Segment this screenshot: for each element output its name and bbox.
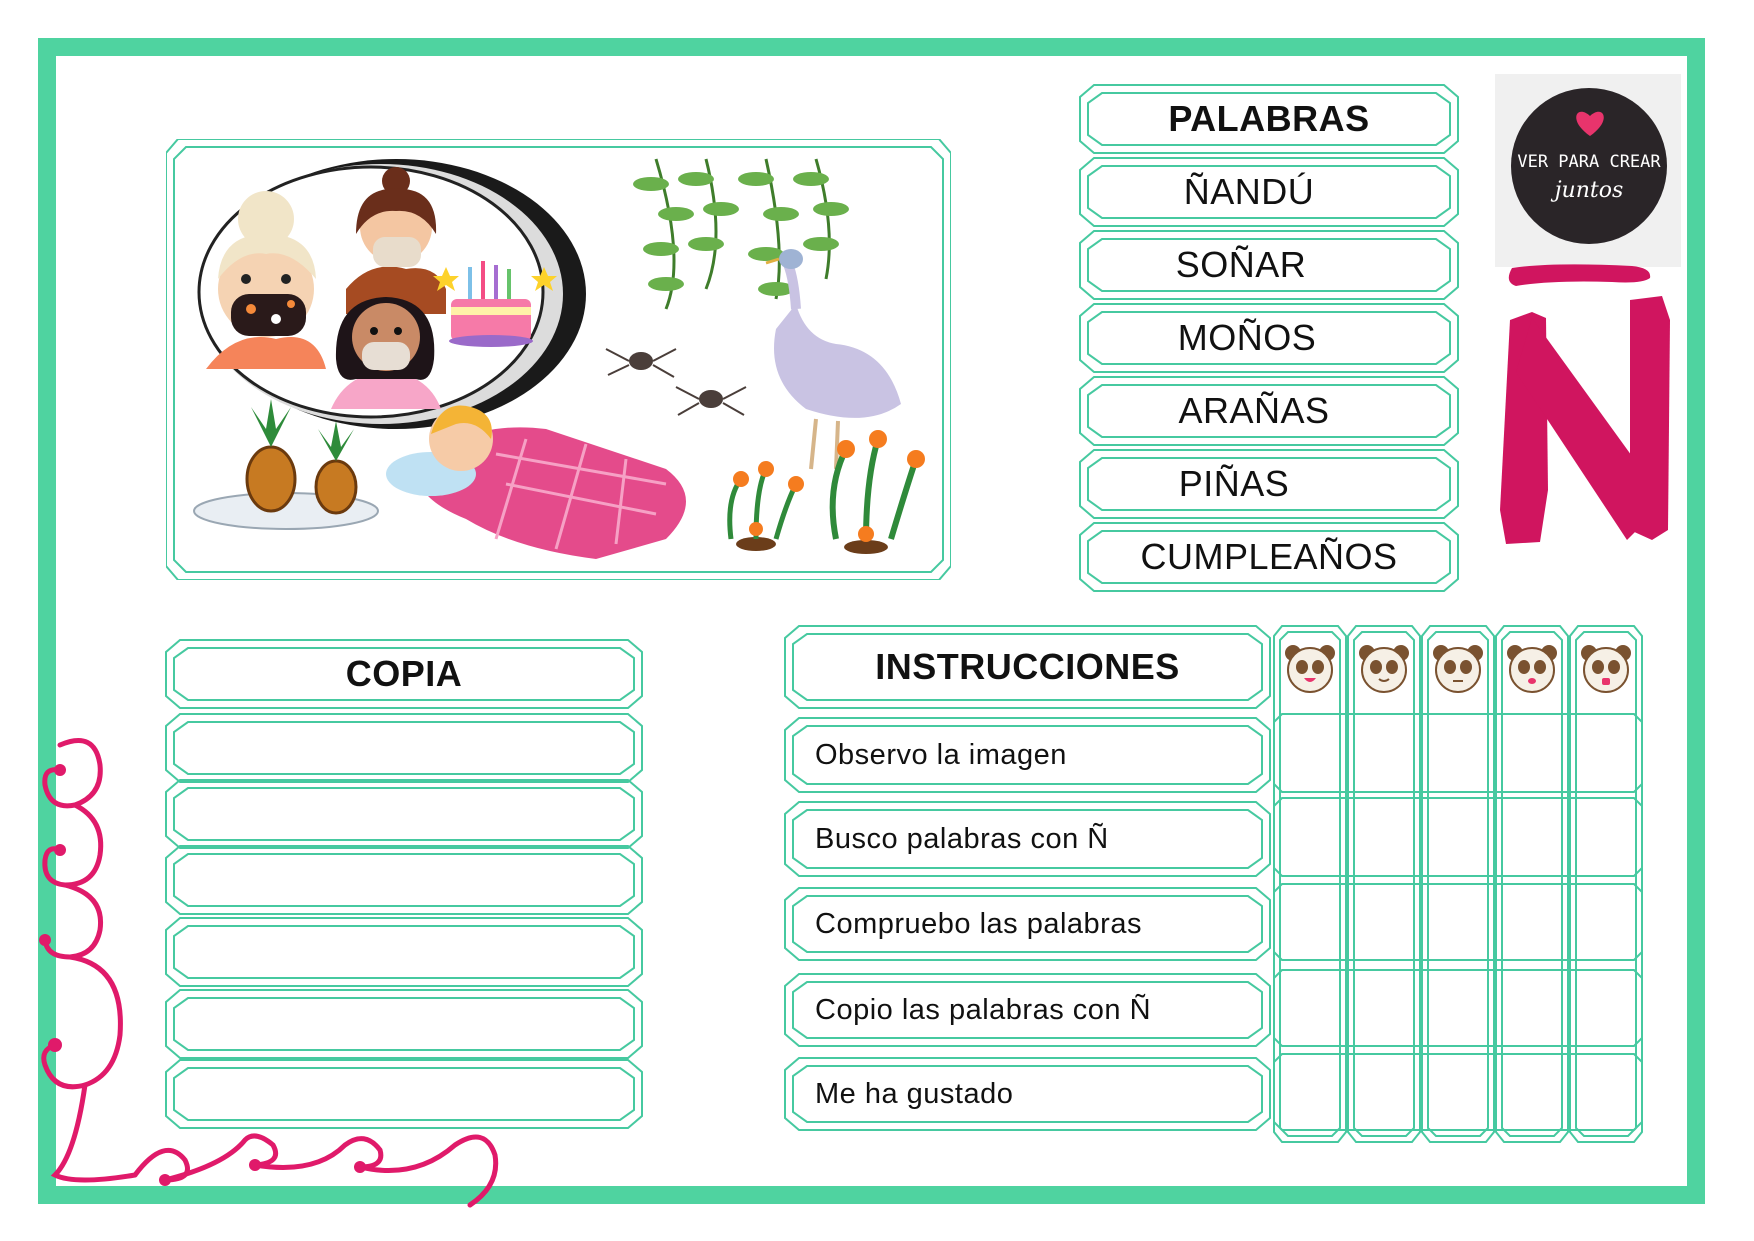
rating-cell[interactable] bbox=[1422, 714, 1494, 792]
panda-neutral-icon bbox=[1433, 645, 1483, 692]
logo-line2: juntos bbox=[1554, 178, 1624, 203]
instruccion-item: Compruebo las palabras bbox=[815, 907, 1142, 940]
instruccion-item: Me ha gustado bbox=[815, 1077, 1014, 1110]
palabra-item: PIÑAS bbox=[1178, 463, 1290, 504]
rating-cell[interactable] bbox=[1274, 714, 1346, 792]
palabras-list bbox=[1080, 85, 1458, 595]
rating-cell[interactable] bbox=[1348, 714, 1420, 792]
panda-upset-icon bbox=[1581, 645, 1631, 692]
logo-badge bbox=[1511, 88, 1667, 244]
logo-line1: VER PARA CREAR bbox=[1517, 152, 1661, 172]
panda-sad-icon bbox=[1507, 645, 1557, 692]
thought-bubble bbox=[199, 159, 586, 429]
palabra-item: ARAÑAS bbox=[1178, 390, 1330, 431]
instrucciones-header: INSTRUCCIONES bbox=[875, 646, 1180, 687]
big-letter-glyph bbox=[1492, 260, 1682, 550]
spiders bbox=[606, 349, 746, 415]
instruccion-item: Observo la imagen bbox=[815, 738, 1067, 771]
rating-grid bbox=[1272, 626, 1644, 1142]
rating-cell[interactable] bbox=[1570, 714, 1642, 792]
instrucciones-panel bbox=[785, 626, 1270, 1142]
palabra-item: MOÑOS bbox=[1177, 317, 1317, 358]
sleeping-girl bbox=[386, 406, 686, 559]
panda-smile-icon bbox=[1359, 645, 1409, 692]
illustration-panel bbox=[166, 139, 951, 580]
brand-logo bbox=[1495, 74, 1681, 267]
palabras-header: PALABRAS bbox=[1168, 98, 1370, 139]
palabra-item: ÑANDÚ bbox=[1183, 171, 1315, 212]
hanging-vines bbox=[633, 159, 849, 309]
rating-grid-frames bbox=[1272, 626, 1644, 1142]
rating-cell[interactable] bbox=[1496, 714, 1568, 792]
heart-icon bbox=[1573, 108, 1607, 138]
big-letter bbox=[1492, 260, 1682, 550]
palabra-item: SOÑAR bbox=[1175, 244, 1307, 285]
instruccion-item: Copio las palabras con Ñ bbox=[815, 993, 1152, 1026]
copia-header: COPIA bbox=[345, 653, 463, 694]
illustration-frame bbox=[166, 139, 951, 580]
decorative-swirls bbox=[15, 735, 515, 1235]
panda-happy-icon bbox=[1285, 645, 1335, 692]
instruccion-item: Busco palabras con Ñ bbox=[815, 822, 1109, 855]
palabra-item: CUMPLEAÑOS bbox=[1140, 536, 1398, 577]
flower-plants bbox=[730, 430, 925, 554]
